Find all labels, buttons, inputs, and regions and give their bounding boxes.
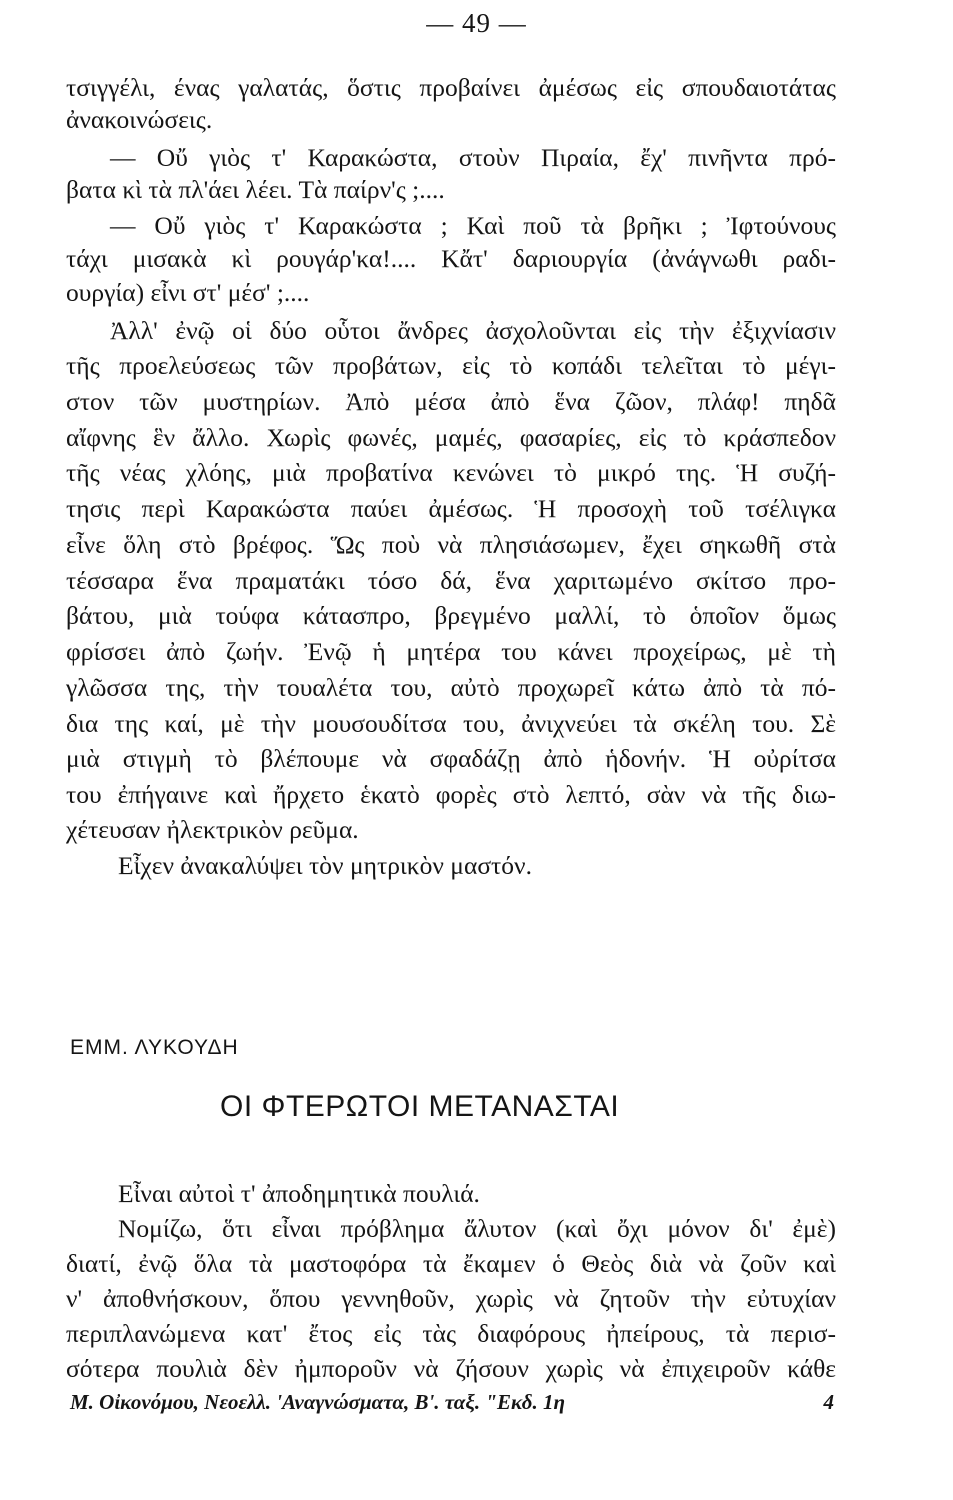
story-title: ΟΙ ΦΤΕΡΩΤΟΙ ΜΕΤΑΝΑΣΤΑΙ [220, 1090, 620, 1123]
text-line: — Οὔ γιὸς τ' Καρακώστα, στοὺν Πιραία, ἔχ' πινῆντα πρό- [110, 143, 836, 172]
text-line: αἴφνης ἓν ἄλλο. Χωρὶς φωνές, μαμές, φασαρίες, εἰς τὸ κράσπεδον [66, 423, 836, 452]
text-line: Εἶναι αὐτοὶ τ' ἀποδημητικὰ πουλιά. [118, 1179, 480, 1208]
text-line: τησις περὶ Καρακώστα παύει ἀμέσως. Ἡ προσοχὴ τοῦ τσέλιγκα [66, 494, 836, 523]
text-line: Ἀλλ' ἐνῷ οἱ δύο οὗτοι ἄνδρες ἀσχολοῦνται εἰς τὴν ἐξιχνίασιν [110, 316, 836, 345]
text-line: ν' ἀποθνήσκουν, ὅπου γεννηθοῦν, χωρὶς νὰ ζητοῦν τὴν εὐτυχίαν [66, 1284, 836, 1313]
text-line: μιὰ στιγμὴ τὸ βλέπουμε νὰ σφαδάζῃ ἀπὸ ἡδονήν. Ἡ οὐρίτσα [66, 744, 836, 773]
text-line: στον τῶν μυστηρίων. Ἀπὸ μέσα ἀπὸ ἕνα ζῶον, πλάφ! πηδᾶ [66, 387, 836, 416]
footer-reference: Μ. Οἰκονόμου, Νεοελλ. 'Αναγνώσματα, Β'. ταξ. "Εκδ. 1η [70, 1390, 566, 1414]
text-line: Νομίζω, ὅτι εἶναι πρόβλημα ἄλυτον (καὶ ὄχι μόνον δι' ἐμὲ) [118, 1214, 836, 1243]
text-line: — Οὔ γιὸς τ' Καρακώστα ; Καὶ ποῦ τὰ βρῆκι ; Ἰφτούνους [110, 211, 836, 240]
page-footer [70, 1390, 834, 1415]
text-line: φρίσσει ἀπὸ ζωήν. Ἐνῷ ἡ μητέρα του κάνει προχείρως, μὲ τὴ [66, 637, 836, 666]
text-line: βατα κὶ τὰ πλ'άει λέει. Τὰ παίρν'ς ;.... [66, 175, 445, 204]
text-line: τσιγγέλι, ένας γαλατάς, ὅστις προβαίνει ἀμέσως εἰς σπουδαιοτάτας [66, 73, 836, 102]
footer-signature: 4 [823, 1390, 834, 1414]
text-line: χέτευσαν ἠλεκτρικὸν ρεῦμα. [66, 815, 359, 844]
text-line: εἶνε ὅλη στὸ βρέφος. Ὥς ποὺ νὰ πλησιάσωμεν, ἔχει σηκωθῆ στὰ [66, 530, 836, 559]
text-line: Εἶχεν ἀνακαλύψει τὸν μητρικὸν μαστόν. [118, 851, 532, 880]
text-line: διατί, ἐνῷ ὅλα τὰ μαστοφόρα τὰ ἔκαμεν ὁ Θεὸς διὰ νὰ ζοῦν καὶ [66, 1249, 836, 1278]
text-line: δια της καί, μὲ τὴν μουσουδίτσα του, ἀνιχνεύει τὰ σκέλη του. Σὲ [66, 709, 836, 738]
text-line: βάτου, μιὰ τούφα κάτασπρο, βρεγμένο μαλλί, τὸ ὁποῖον ὅμως [66, 601, 836, 630]
text-line: τέσσαρα ἕνα πραματάκι τόσο δά, ἕνα χαριτωμένο σκίτσο προ- [66, 566, 836, 595]
text-line: τάχι μισακὰ κὶ ρουγάρ'κα!.... Κἄτ' δαριουργία (ἀνάγνωθι ραδι- [66, 244, 836, 273]
text-line: τῆς προελεύσεως τῶν προβάτων, εἰς τὸ κοπάδι τελεῖται τὸ μέγι- [66, 351, 836, 380]
text-line: περιπλανώμενα κατ' ἔτος εἰς τὰς διαφόρους ἠπείρους, τὰ περισ- [66, 1319, 836, 1348]
author-name: ΕΜΜ. ΛΥΚΟΥΔΗ [70, 1036, 239, 1059]
text-line: του ἐπήγαινε καὶ ἤρχετο ἑκατὸ φορὲς στὸ λεπτό, σὰν νὰ τῆς διω- [66, 780, 836, 809]
text-line: τῆς νέας χλόης, μιὰ προβατίνα κενώνει τὸ μικρό της. Ἡ συζή- [66, 458, 836, 487]
text-line: ἀνακοινώσεις. [66, 105, 213, 134]
text-line: ουργία) εἶνι στ' μέσ' ;.... [66, 278, 310, 307]
text-line: γλῶσσα της, τὴν τουαλέτα του, αὐτὸ προχωρεῖ κάτω ἀπὸ τὰ πό- [66, 673, 836, 702]
page-number: — 49 — [426, 8, 527, 38]
text-line: σότερα πουλιὰ δὲν ἠμποροῦν νὰ ζήσουν χωρὶς νὰ ἐπιχειροῦν κάθε [66, 1354, 836, 1383]
